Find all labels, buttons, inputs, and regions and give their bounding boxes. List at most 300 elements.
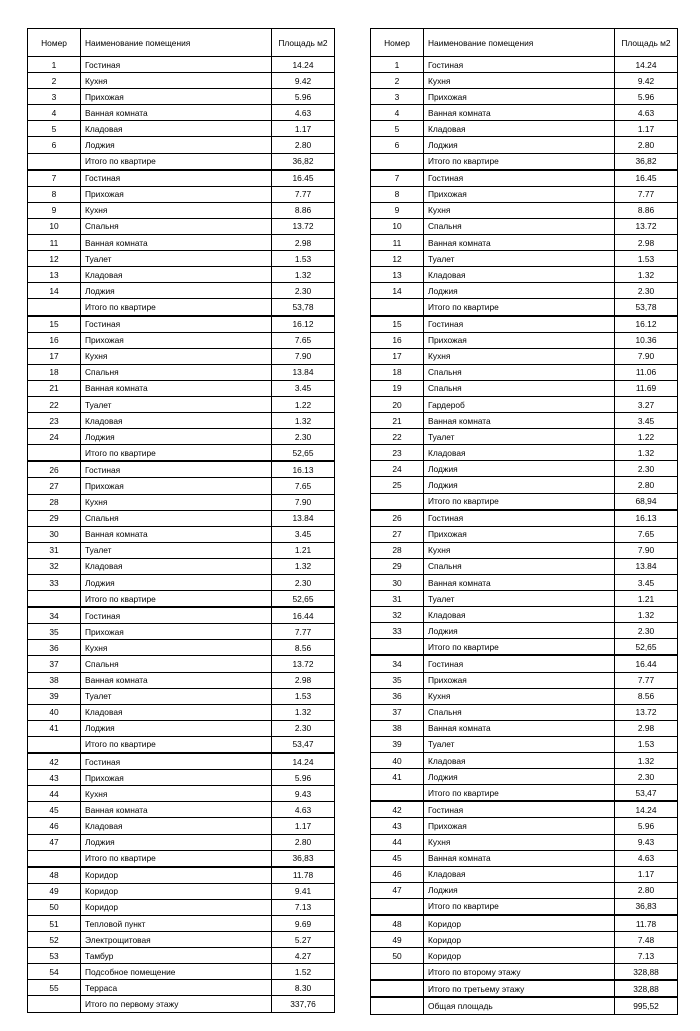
table-row [371,834,678,850]
room-number-cell [371,153,424,170]
room-number-cell: 36 [28,640,81,656]
room-name-cell: Лоджия [424,137,615,153]
table-row [371,57,678,73]
room-area-cell: 13.72 [615,704,678,720]
room-name-cell: Электрощитовая [81,932,272,948]
room-area-cell: 2.30 [615,461,678,477]
room-name-cell: Итого по квартире [424,153,615,170]
room-area-cell: 8.86 [615,202,678,218]
table-row [28,542,335,558]
room-name-cell: Гостиная [424,801,615,818]
room-number-cell: 35 [28,624,81,640]
room-number-cell: 9 [371,202,424,218]
room-area-cell: 1.53 [615,736,678,752]
table-row [28,348,335,364]
room-name-cell: Туалет [424,736,615,752]
table-row [28,380,335,396]
table-row [371,607,678,623]
room-name-cell: Спальня [424,558,615,574]
room-area-cell: 52,65 [272,591,335,608]
room-name-cell: Лоджия [81,137,272,153]
table-row [28,867,335,884]
table-row [371,801,678,818]
room-name-cell: Кладовая [81,267,272,283]
room-name-cell: Кухня [81,348,272,364]
room-name-cell: Итого по квартире [424,785,615,802]
table-row [28,121,335,137]
room-number-cell: 24 [371,461,424,477]
room-area-cell: 13.84 [272,510,335,526]
room-number-cell: 42 [28,753,81,770]
header-number: Номер [28,29,81,57]
room-name-cell: Прихожая [81,770,272,786]
room-number-cell [371,785,424,802]
room-area-cell: 3.45 [272,526,335,542]
room-name-cell: Кладовая [424,445,615,461]
room-area-cell: 36,82 [272,153,335,170]
total-row [371,898,678,915]
room-number-cell: 4 [28,105,81,121]
table-row [28,964,335,980]
room-number-cell: 36 [371,688,424,704]
room-number-cell: 6 [28,137,81,153]
room-area-cell: 8.86 [272,202,335,218]
table-row [371,202,678,218]
room-area-cell: 2.98 [615,235,678,251]
room-number-cell: 49 [28,883,81,899]
room-area-cell: 53,78 [615,299,678,316]
room-name-cell: Кладовая [81,558,272,574]
room-name-cell: Ванная комната [81,802,272,818]
room-area-cell: 4.63 [272,105,335,121]
room-name-cell: Гардероб [424,396,615,412]
room-number-cell: 33 [371,623,424,639]
table-row [28,89,335,105]
room-name-cell: Итого по третьему этажу [424,980,615,997]
room-number-cell: 26 [371,510,424,527]
room-name-cell: Гостиная [424,170,615,187]
room-number-cell: 29 [371,558,424,574]
total-row [28,445,335,462]
table-row [371,932,678,948]
room-number-cell [371,299,424,316]
table-row [28,494,335,510]
table-row [28,640,335,656]
room-number-cell: 42 [371,801,424,818]
room-area-cell: 9.42 [272,73,335,89]
table-row [371,542,678,558]
table-row [371,121,678,137]
room-area-cell: 1.17 [615,121,678,137]
table-row [371,575,678,591]
room-area-cell: 1.32 [615,445,678,461]
room-area-cell: 1.32 [615,753,678,769]
right-area-table [370,28,678,1015]
room-name-cell: Коридор [81,899,272,915]
left-table-body [28,57,335,1013]
left-area-table [27,28,335,1013]
room-name-cell: Прихожая [424,186,615,202]
room-area-cell: 7.65 [272,332,335,348]
header-room-name: Наименование помещения [81,29,272,57]
room-area-cell: 9.42 [615,73,678,89]
table-row [371,73,678,89]
table-row [371,477,678,493]
room-number-cell: 52 [28,932,81,948]
room-area-cell: 1.32 [272,704,335,720]
room-name-cell: Ванная комната [424,575,615,591]
room-area-cell: 1.32 [615,607,678,623]
room-number-cell: 54 [28,964,81,980]
room-area-cell: 7.77 [272,624,335,640]
room-name-cell: Лоджия [81,429,272,445]
room-area-cell: 2.98 [272,672,335,688]
room-area-cell: 36,83 [615,898,678,915]
total-row [371,980,678,997]
room-name-cell: Кухня [424,834,615,850]
table-row [28,786,335,802]
table-row [371,89,678,105]
room-area-cell: 1.17 [615,866,678,882]
room-number-cell: 5 [371,121,424,137]
room-area-cell: 52,65 [615,639,678,656]
table-row [28,948,335,964]
room-area-cell: 2.30 [272,575,335,591]
room-area-cell: 2.30 [615,623,678,639]
room-name-cell: Кладовая [424,753,615,769]
room-name-cell: Тамбур [81,948,272,964]
total-row [371,153,678,170]
room-name-cell: Гостиная [424,510,615,527]
room-number-cell: 13 [28,267,81,283]
room-area-cell: 9.41 [272,883,335,899]
room-area-cell: 7.77 [615,672,678,688]
table-row [371,882,678,898]
room-area-cell: 16.44 [615,655,678,672]
room-area-cell: 11.78 [615,915,678,932]
room-number-cell: 47 [371,882,424,898]
room-area-cell: 68,94 [615,493,678,510]
table-row [371,316,678,333]
room-area-cell: 5.96 [272,770,335,786]
room-area-cell: 1.53 [615,251,678,267]
room-number-cell [28,153,81,170]
room-area-cell: 7.90 [272,348,335,364]
table-row [28,218,335,234]
room-number-cell [28,591,81,608]
room-name-cell: Тепловой пункт [81,915,272,931]
room-number-cell: 8 [371,186,424,202]
room-number-cell: 41 [28,720,81,736]
room-name-cell: Гостиная [81,607,272,624]
room-area-cell: 3.45 [615,413,678,429]
room-name-cell: Прихожая [81,624,272,640]
room-number-cell: 34 [371,655,424,672]
table-row [371,137,678,153]
room-name-cell: Кухня [81,786,272,802]
table-row [28,526,335,542]
room-number-cell: 18 [28,364,81,380]
room-number-cell: 46 [371,866,424,882]
room-name-cell: Итого по квартире [81,299,272,316]
room-name-cell: Прихожая [81,332,272,348]
table-row [371,688,678,704]
room-area-cell: 13.84 [615,558,678,574]
room-area-cell: 52,65 [272,445,335,462]
room-name-cell: Спальня [81,656,272,672]
room-area-cell: 4.63 [615,850,678,866]
table-row [371,753,678,769]
total-row [28,996,335,1012]
room-number-cell: 29 [28,510,81,526]
room-name-cell: Коридор [424,932,615,948]
table-row [28,624,335,640]
table-row [371,850,678,866]
room-name-cell: Коридор [424,948,615,964]
table-row [28,316,335,333]
room-area-cell: 14.24 [272,57,335,73]
room-name-cell: Ванная комната [81,672,272,688]
table-row [371,591,678,607]
room-name-cell: Кладовая [424,121,615,137]
room-name-cell: Кладовая [81,818,272,834]
room-number-cell: 26 [28,461,81,478]
room-number-cell: 7 [28,170,81,187]
room-area-cell: 328,88 [615,964,678,981]
table-row [28,770,335,786]
room-number-cell: 28 [28,494,81,510]
room-number-cell: 7 [371,170,424,187]
room-number-cell: 39 [28,688,81,704]
room-name-cell: Кухня [424,688,615,704]
total-row [371,785,678,802]
room-number-cell: 5 [28,121,81,137]
room-number-cell: 32 [28,558,81,574]
table-row [371,218,678,234]
room-number-cell: 17 [371,348,424,364]
room-name-cell: Гостиная [81,57,272,73]
room-name-cell: Прихожая [424,526,615,542]
room-name-cell: Прихожая [81,89,272,105]
table-row [371,915,678,932]
room-area-cell: 16.13 [615,510,678,527]
table-row [371,429,678,445]
room-name-cell: Туалет [424,591,615,607]
room-number-cell: 2 [371,73,424,89]
room-area-cell: 2.98 [272,235,335,251]
room-area-cell: 1.22 [615,429,678,445]
room-number-cell: 55 [28,980,81,996]
room-number-cell [28,445,81,462]
table-row [371,396,678,412]
room-number-cell: 32 [371,607,424,623]
room-area-cell: 1.32 [272,558,335,574]
room-name-cell: Туалет [424,251,615,267]
table-row [28,202,335,218]
room-name-cell: Ванная комната [81,235,272,251]
room-area-cell: 16.44 [272,607,335,624]
room-number-cell: 45 [28,802,81,818]
room-name-cell: Гостиная [81,316,272,333]
room-area-cell: 4.63 [272,802,335,818]
table-row [371,364,678,380]
table-row [371,704,678,720]
room-number-cell: 9 [28,202,81,218]
room-area-cell: 53,47 [272,736,335,753]
room-number-cell: 43 [371,818,424,834]
room-name-cell: Ванная комната [424,413,615,429]
room-number-cell: 6 [371,137,424,153]
table-row [28,267,335,283]
room-area-cell: 7.48 [615,932,678,948]
room-number-cell: 20 [371,396,424,412]
header-number: Номер [371,29,424,57]
room-name-cell: Лоджия [424,461,615,477]
room-area-cell: 1.17 [272,121,335,137]
room-name-cell: Итого по квартире [424,898,615,915]
table-row [371,235,678,251]
room-number-cell [371,964,424,981]
room-area-cell: 2.98 [615,720,678,736]
room-number-cell [28,850,81,867]
room-area-cell: 1.17 [272,818,335,834]
room-area-cell: 14.24 [615,801,678,818]
table-row [28,332,335,348]
room-number-cell [371,493,424,510]
table-row [371,948,678,964]
room-name-cell: Подсобное помещение [81,964,272,980]
room-name-cell: Кладовая [81,704,272,720]
table-row [371,445,678,461]
table-row [28,818,335,834]
room-number-cell [28,299,81,316]
room-name-cell: Спальня [81,218,272,234]
table-header-row [371,29,678,57]
total-row [28,591,335,608]
room-name-cell: Гостиная [81,461,272,478]
room-number-cell [371,980,424,997]
room-number-cell: 1 [28,57,81,73]
room-area-cell: 2.30 [272,283,335,299]
room-number-cell: 37 [371,704,424,720]
table-row [371,558,678,574]
room-number-cell: 18 [371,364,424,380]
room-number-cell: 1 [371,57,424,73]
room-number-cell: 23 [371,445,424,461]
room-area-cell: 2.30 [272,720,335,736]
room-number-cell: 22 [371,429,424,445]
table-row [371,380,678,396]
room-area-cell: 3.27 [615,396,678,412]
room-area-cell: 7.90 [615,542,678,558]
room-area-cell: 36,82 [615,153,678,170]
table-row [28,396,335,412]
room-name-cell: Итого по квартире [81,736,272,753]
room-area-cell: 16.13 [272,461,335,478]
table-row [28,170,335,187]
room-area-cell: 8.30 [272,980,335,996]
room-name-cell: Спальня [424,218,615,234]
room-area-cell: 1.32 [272,267,335,283]
total-row [371,639,678,656]
room-name-cell: Ванная комната [424,720,615,736]
room-name-cell: Итого по квартире [424,493,615,510]
room-area-cell: 1.52 [272,964,335,980]
table-row [371,332,678,348]
room-area-cell: 13.84 [272,364,335,380]
room-name-cell: Кухня [81,494,272,510]
room-number-cell: 47 [28,834,81,850]
room-name-cell: Гостиная [424,316,615,333]
table-row [28,137,335,153]
room-number-cell: 23 [28,413,81,429]
table-row [28,753,335,770]
table-row [28,672,335,688]
total-row [28,736,335,753]
table-row [28,413,335,429]
room-name-cell: Кухня [424,73,615,89]
room-area-cell: 2.30 [272,429,335,445]
room-area-cell: 1.53 [272,251,335,267]
room-name-cell: Лоджия [81,283,272,299]
room-name-cell: Лоджия [424,882,615,898]
table-row [371,818,678,834]
room-number-cell: 31 [371,591,424,607]
room-name-cell: Спальня [424,380,615,396]
room-area-cell: 1.32 [615,267,678,283]
room-area-cell: 7.13 [615,948,678,964]
table-header-row [28,29,335,57]
room-area-cell: 11.69 [615,380,678,396]
room-name-cell: Кухня [81,202,272,218]
table-row [28,720,335,736]
room-name-cell: Спальня [424,364,615,380]
room-name-cell: Кухня [424,348,615,364]
room-name-cell: Кладовая [424,607,615,623]
room-name-cell: Кухня [81,640,272,656]
room-area-cell: 16.12 [272,316,335,333]
room-name-cell: Итого по квартире [81,445,272,462]
room-name-cell: Итого по второму этажу [424,964,615,981]
table-row [371,105,678,121]
total-row [371,964,678,981]
room-area-cell: 3.45 [272,380,335,396]
room-name-cell: Кладовая [81,121,272,137]
room-number-cell: 16 [371,332,424,348]
room-area-cell: 7.65 [615,526,678,542]
room-name-cell: Лоджия [424,623,615,639]
table-row [28,980,335,996]
table-row [28,932,335,948]
room-number-cell: 40 [371,753,424,769]
room-name-cell: Итого по квартире [81,153,272,170]
room-name-cell: Коридор [81,867,272,884]
table-row [28,834,335,850]
room-name-cell: Туалет [81,251,272,267]
room-number-cell: 10 [371,218,424,234]
room-area-cell: 2.30 [615,769,678,785]
table-row [371,623,678,639]
table-row [371,655,678,672]
table-row [28,57,335,73]
room-area-cell: 4.63 [615,105,678,121]
table-row [371,283,678,299]
room-name-cell: Итого по квартире [81,850,272,867]
room-area-cell: 9.43 [272,786,335,802]
table-row [371,720,678,736]
room-area-cell: 7.13 [272,899,335,915]
table-row [28,283,335,299]
